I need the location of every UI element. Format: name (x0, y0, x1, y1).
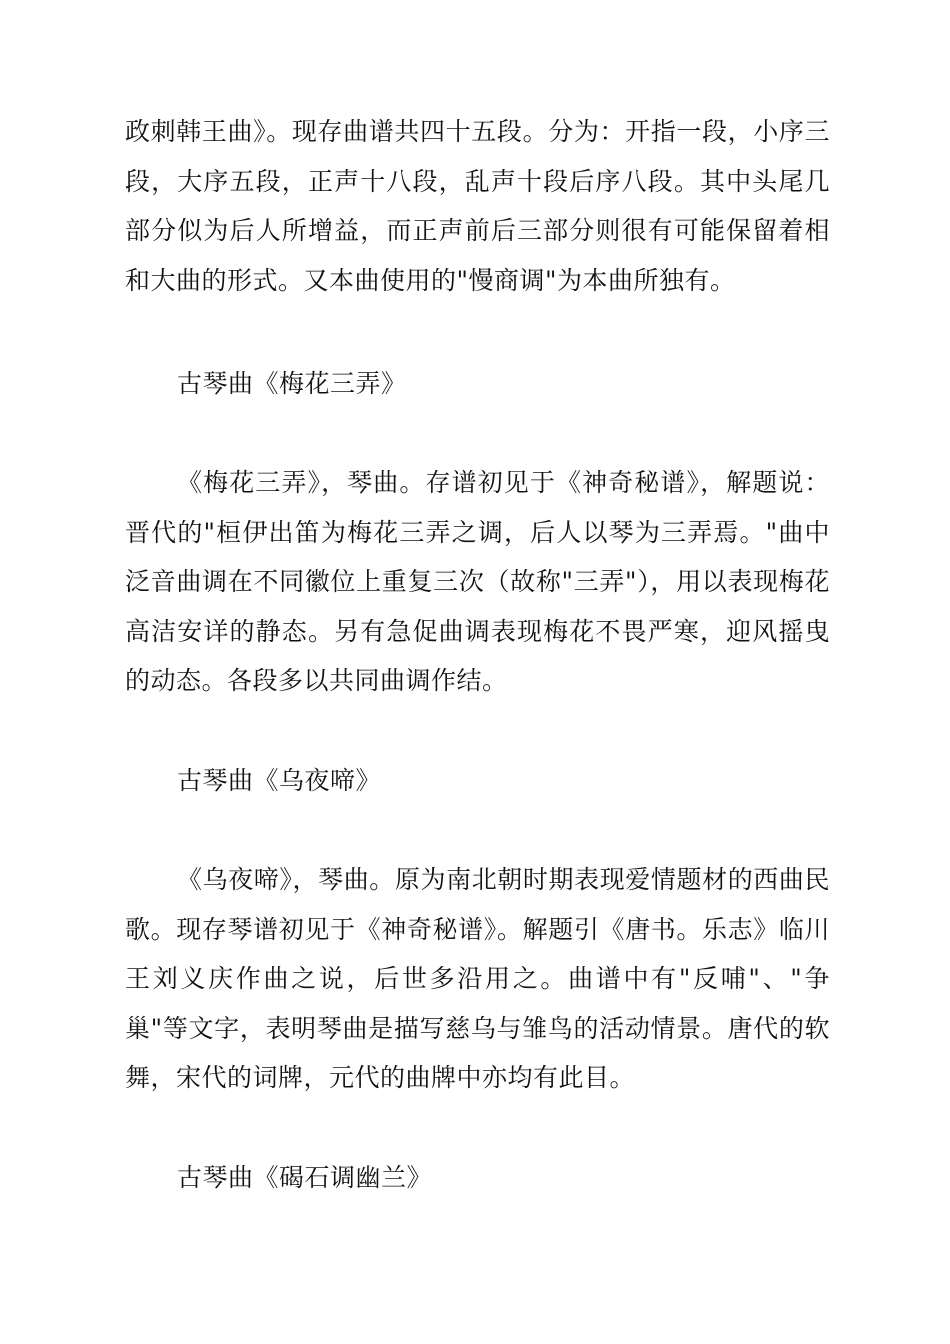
section-heading-jieshi-diao-youlan: 古琴曲《碣石调幽兰》 (177, 1163, 433, 1192)
paragraph-wu-ye-ti: 《乌夜啼》，琴曲。原为南北朝时期表现爱情题材的西曲民歌。现存琴谱初见于《神奇秘谱》。解题引《唐书。乐志》临川王刘义庆作曲之说，后世多沿用之。曲谱中有"反哺"、"争巢"等文字，表明琴曲是描写慈乌与雏鸟的活动情景。唐代的软舞，宋代的词牌，元代的曲牌中亦均有此目。 (125, 865, 830, 1092)
section-heading-wu-ye-ti: 古琴曲《乌夜啼》 (177, 766, 382, 795)
section-heading-meihua-sannong: 古琴曲《梅花三弄》 (177, 369, 407, 398)
paragraph-continuation: 政刺韩王曲》。现存曲谱共四十五段。分为：开指一段，小序三段，大序五段，正声十八段，乱声十段后序八段。其中头尾几部分似为后人所增益，而正声前后三部分则很有可能保留着相和大曲的形式。又本曲使用的"慢商调"为本曲所独有。 (125, 117, 830, 295)
paragraph-meihua-sannong: 《梅花三弄》，琴曲。存谱初见于《神奇秘谱》，解题说：晋代的"桓伊出笛为梅花三弄之调，后人以琴为三弄焉。"曲中泛音曲调在不同徽位上重复三次（故称"三弄"），用以表现梅花高洁安详的静态。另有急促曲调表现梅花不畏严寒，迎风摇曳的动态。各段多以共同曲调作结。 (125, 468, 830, 695)
